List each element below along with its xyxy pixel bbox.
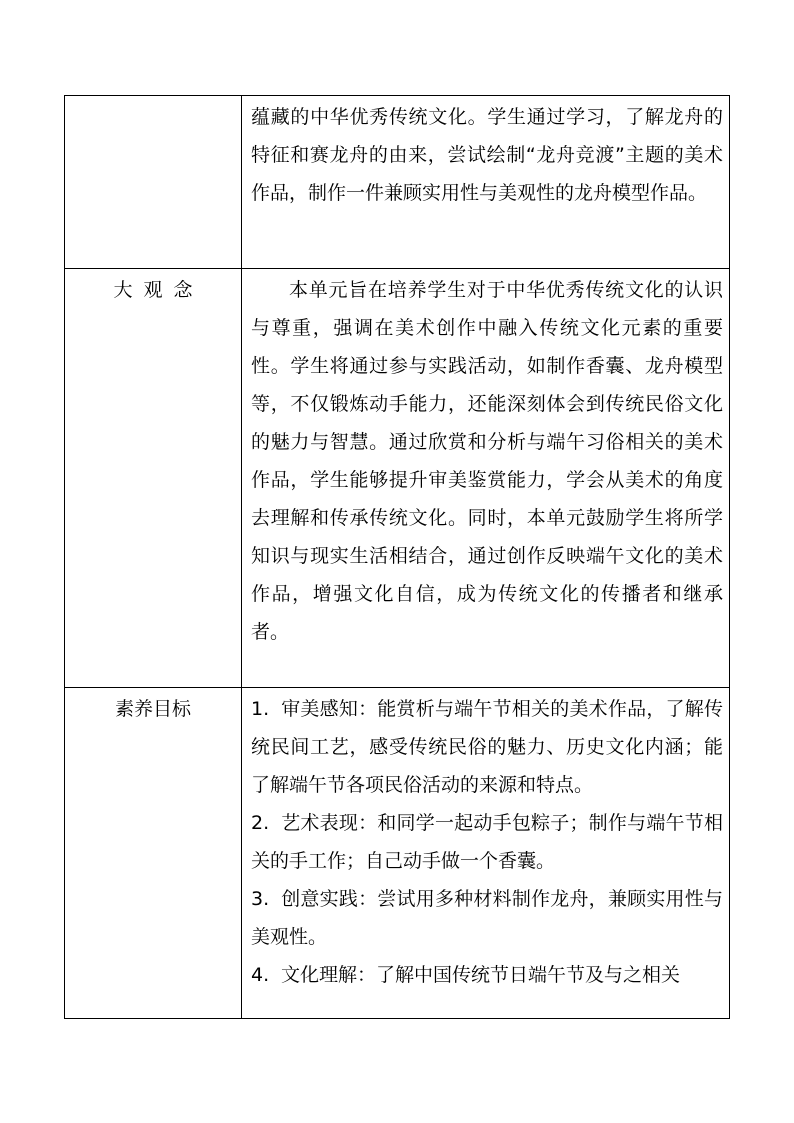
row-content-cell (242, 96, 730, 269)
goal-item (251, 880, 723, 956)
goal-number: 3. (251, 888, 270, 910)
row-label-cell (65, 96, 242, 269)
goal-text: 艺术表现：和同学一起动手包粽子；制作与端午节相关的手工作；自己动手做一个香囊。 (251, 812, 723, 872)
goal-number: 1. (251, 698, 270, 720)
big-concept-label: 大观念 (113, 279, 204, 301)
row-label-cell (65, 688, 242, 1019)
goal-text: 创意实践：尝试用多种材料制作龙舟，兼顾实用性与美观性。 (251, 888, 723, 948)
goal-text: 文化理解：了解中国传统节日端午节及与之相关 (281, 964, 681, 986)
table-row (65, 96, 730, 269)
goal-text: 审美感知：能赏析与端午节相关的美术作品，了解传统民间工艺，感受传统民俗的魅力、历史文化内涵；能了解端午节各项民俗活动的来源和特点。 (251, 698, 723, 796)
table-row (65, 688, 730, 1019)
goal-item (251, 956, 723, 994)
big-concept-text: 本单元旨在培养学生对于中华优秀传统文化的认识与尊重，强调在美术创作中融入传统文化元素的重要性。学生将通过参与实践活动，如制作香囊、龙舟模型等，不仅锻炼动手能力，还能深刻体会到传统民俗文化的魅力与智慧。通过欣赏和分析与端午习俗相关的美术作品，学生能够提升审美鉴赏能力，学会从美术的角度去理解和传承传统文化。同时，本单元鼓励学生将所学知识与现实生活相结合，通过创作反映端午文化的美术作品，增强文化自信，成为传统文化的传播者和继承者。 (251, 279, 723, 643)
table-row (65, 269, 730, 688)
goal-number: 2. (251, 812, 270, 834)
content-table (64, 95, 730, 1019)
goal-item (251, 804, 723, 880)
literacy-goals-label: 素养目标 (114, 698, 191, 720)
goal-item (251, 690, 723, 804)
literacy-goals-list (242, 688, 729, 1018)
row-content-cell (242, 269, 730, 688)
unit-description-text: 蕴藏的中华优秀传统文化。学生通过学习，了解龙舟的特征和赛龙舟的由来，尝试绘制“龙舟竞渡”主题的美术作品，制作一件兼顾实用性与美观性的龙舟模型作品。 (251, 106, 723, 204)
row-label (65, 96, 241, 98)
goal-number: 4. (251, 964, 270, 986)
row-content-cell (242, 688, 730, 1019)
row-label-cell (65, 269, 242, 688)
